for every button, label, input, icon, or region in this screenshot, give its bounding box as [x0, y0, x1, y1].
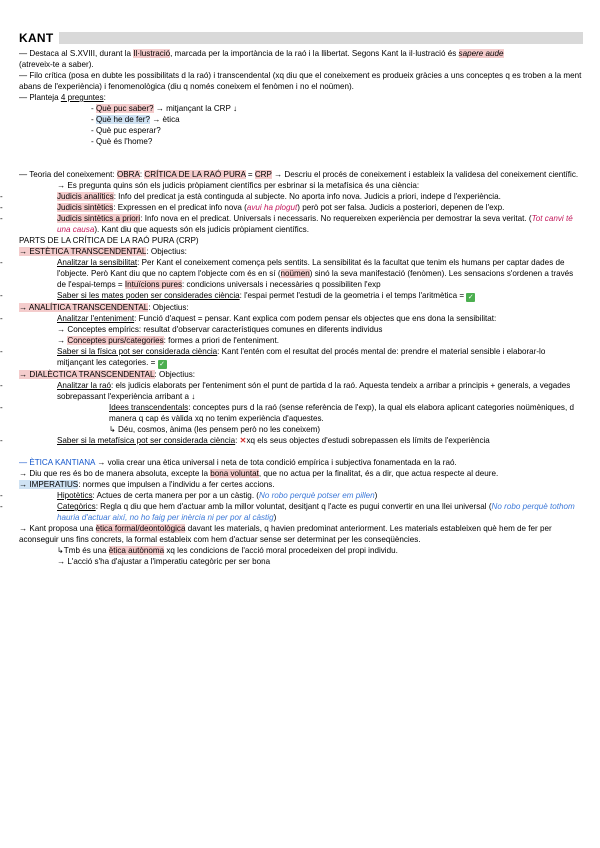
highlight-illustracio: Il·lustració	[133, 49, 171, 58]
text: -	[91, 115, 96, 124]
highlight-sapere-aude: sapere aude	[458, 49, 504, 58]
text: : Objectius:	[148, 303, 189, 312]
example-text: No robo perquè tothom hauria d'actuar així, no ho faig per inèrcia ni per por al càstig	[57, 502, 575, 522]
text: : Objectius:	[146, 247, 187, 256]
intro-paragraph-1	[19, 48, 583, 70]
highlight-intuicions-pures: Intuïcions pures	[124, 280, 183, 289]
imperatiu-hipotetic: - Hipotètics: Actues de certa manera per por a un càstig. (No robo perquè potser em pillen)	[0, 491, 378, 500]
text: → Kant proposa una	[19, 524, 96, 533]
text: : Info del predicat ja està continguda al subjecte. No aporta info nova. Judicis a priori, indepe d l'experiència.	[113, 192, 501, 201]
underlined-4-preguntes: 4 preguntes	[60, 93, 104, 102]
judici-analitic: - Judicis analítics: Info del predicat ja està continguda al subjecte. No aporta info nova. Judicis a priori, indepe d l'experiència.	[0, 192, 501, 201]
text: :	[103, 93, 106, 102]
highlight-noumen: noümen	[280, 269, 310, 278]
text: : els judicis elaborats per l'enteniment són el punt de partida d la raó. Aquesta tendeix a arribar a principis + generals, a vegades sobrepassant l'experiència arribant a ↓	[57, 381, 571, 401]
underlined-text: Idees transcendentals	[109, 403, 189, 412]
dialectica-item-2: - Saber si la metafísica pot ser considerada ciència: ✕xq els seus objectes d'estudi sobrepassen els límits de l'experiència	[0, 436, 490, 445]
etica-paragraph-1	[19, 457, 583, 468]
example-text: No robo perquè potser em pillen	[259, 491, 375, 500]
text: :	[235, 436, 240, 445]
highlight-judicis-analitics: Judicis analítics	[57, 192, 114, 201]
underlined-text: Hipotètics	[57, 491, 93, 500]
text: xq els seus objectes d'estudi sobrepassen els límits de l'experiència	[246, 436, 490, 445]
teoria-question: → Es pregunta quins són els judicis pròpiament científics per esbrinar si la metafísica és una ciència:	[57, 181, 420, 190]
question-1	[19, 103, 583, 114]
highlight-etica-formal: ètica formal/deontològica	[95, 524, 186, 533]
underlined-text: Analitzar la raó	[57, 381, 111, 390]
highlight-conceptes-purs: Conceptes purs/categories	[67, 336, 164, 345]
example-text: Tot canvi té una causa	[57, 214, 573, 234]
highlight-bona-voluntat: bona voluntat	[210, 469, 259, 478]
highlight-obra: OBRA	[116, 170, 140, 179]
highlight-judicis-sintetics-a-priori: Judicis sintètics a priori	[57, 214, 141, 223]
text: → Diu que res és bo de manera absoluta, excepte la	[19, 469, 211, 478]
text: : formes a priori de l'enteniment.	[163, 336, 279, 345]
text: : Kant l'entén com el resultat del procés mental de: prendre el material sensible i elaborar-lo mitjançant les categories. =	[57, 347, 546, 367]
text: xq les condicions de l'acció moral procedeixen del propi individu.	[164, 546, 398, 555]
text: ) però pot ser falsa. Judicis a posteriori, depenen de l'exp.	[297, 203, 505, 212]
text: → ètica	[149, 115, 180, 124]
text: ) sinó la seva manifestació (fenòmen). Les sensacions s'ordenen a través de l'espai-temps =	[57, 269, 574, 289]
text: (atreveix-te a saber).	[19, 60, 94, 69]
analitica-conceptes-purs	[19, 335, 583, 346]
etica-paragraph-formal	[19, 523, 583, 545]
analitica-conceptes-empirics: → Conceptes empírics: resultat d'observar característiques comunes en diferents individus	[57, 325, 383, 334]
text: — Planteja	[19, 93, 61, 102]
text: :	[139, 170, 145, 179]
text: — Destaca al S.XVIII, durant la	[19, 49, 134, 58]
text: — Teoria del coneixement:	[19, 170, 117, 179]
example-text: avui ha plogut	[246, 203, 298, 212]
text: : Info nova en el predicat. Universals i necessaris. No requereixen experiència per demostrar la seva veritat. (	[140, 214, 532, 223]
text: → volia crear una ètica universal i neta de tota condició empírica i subjectiva fonamentada en la raó.	[95, 458, 457, 467]
cross-icon: ✕	[239, 436, 247, 445]
page-title: KANT	[19, 31, 54, 45]
text: , que no actua per la finalitat, és a dir, que actua respecte al deure.	[258, 469, 499, 478]
text: =	[245, 170, 255, 179]
dialectica-idees: - Idees transcendentals: conceptes purs d la raó (sense referència de l'exp), la qual els elabora aplicant categories noümèniques, d manera q cap és vàlida xq no tenim experiència d'aquestes.	[0, 403, 574, 423]
text: , marcada per la importància de la raó i la llibertat. Segons Kant la il·lustració és	[170, 49, 459, 58]
highlight-imperatius: → IMPERATIUS	[19, 480, 79, 489]
parts-heading: PARTS DE LA CRÍTICA DE LA RAÓ PURA (CRP)	[19, 236, 199, 245]
analitica-item-2: - Saber si la física pot ser considerada ciència: Kant l'entén com el resultat del procés mental de: prendre el material sensible i elaborar-lo mitjançant les categories. = ✓	[0, 347, 546, 368]
underlined-text: Saber si la metafísica pot ser considerada ciència	[57, 436, 236, 445]
judici-sintetic-a-priori: - Judicis sintètics a priori: Info nova en el predicat. Universals i necessaris. No requereixen experiència per demostrar la seva veritat. (Tot canvi té una causa). Kant diu que aquests són els judicis pròpiament científics.	[0, 214, 573, 234]
text: -	[91, 104, 96, 113]
teoria-paragraph	[19, 169, 583, 180]
dialectica-deu-cosmos: ↳ Déu, cosmos, ànima (les pensem però no les coneixem)	[109, 425, 321, 434]
check-icon: ✓	[467, 294, 474, 301]
highlight-que-he-de-fer: Què he de fer?	[95, 115, 150, 124]
underlined-text: Analitzar la sensibilitat	[57, 258, 138, 267]
text: : condicions universals i necessàries q possibiliten l'exp	[182, 280, 381, 289]
highlight-judicis-sintetics: Judicis sintètics	[57, 203, 114, 212]
underlined-text: Categòrics	[57, 502, 96, 511]
dialectica-item-1: - Analitzar la raó: els judicis elaborats per l'enteniment són el punt de partida d la raó. Aquesta tendeix a arribar a principis + generals, a vegades sobrepassant l'experiència arribant a ↓	[0, 381, 571, 401]
intro-paragraph-2: — Filo crítica (posa en dubte les possibilitats d la raó) i transcendental (xq diu que el coneixement es produeix gràcies a uns conceptes q es troben a la ment abans de l'experiència) i fenomenològica (diu q només coneixem el fenòmen i no el noümen).	[19, 71, 582, 91]
text: →	[57, 336, 68, 345]
text: → Descriu el procés de coneixement i estableix la validesa del coneixement científic.	[271, 170, 579, 179]
analitica-heading	[19, 302, 583, 313]
etica-accio: → L'acció s'ha d'ajustar a l'imperatiu categòric per ser bona	[57, 557, 271, 566]
underlined-text: Analitzar l'enteniment	[57, 314, 135, 323]
highlight-crp-title: CRÍTICA DE LA RAÓ PURA	[144, 170, 246, 179]
text: : l'espai permet l'estudi de la geometria i el temps l'aritmètica =	[239, 291, 467, 300]
text: : Regla q diu que hem d'actuar amb la millor voluntat, desitjant q l'acte es pugui convertir en una llei universal (	[95, 502, 492, 511]
etica-imperatius	[19, 479, 583, 490]
text: → mitjançant la CRP ↓	[153, 104, 238, 113]
question-2	[19, 114, 583, 125]
etica-autonoma	[19, 545, 583, 556]
imperatiu-categoric: - Categòrics: Regla q diu que hem d'actuar amb la millor voluntat, desitjant q l'acte es pugui convertir en una llei universal (No robo perquè tothom hauria d'actuar així, no ho faig per inèrcia ni per por al càstig)	[0, 502, 575, 522]
text: )	[374, 491, 378, 500]
highlight-que-puc-saber: Què puc saber?	[95, 104, 154, 113]
highlight-dialectica: → DIALÈCTICA TRANSCENDENTAL	[19, 370, 155, 379]
highlight-crp: CRP	[254, 170, 272, 179]
dialectica-heading	[19, 369, 583, 380]
document-page	[0, 30, 583, 567]
estetica-heading	[19, 246, 583, 257]
analitica-item-1: - Analitzar l'enteniment: Funció d'aquest = pensar. Kant explica com podem pensar els objectes que ens dona la sensibilitat:	[0, 314, 497, 323]
highlight-analitica: → ANALÍTICA TRANSCENDENTAL	[19, 303, 149, 312]
text: — ÈTICA KANTIANA	[19, 458, 96, 467]
text: davant les materials, q havien predominat anteriorment. Les materials estableixen què hem de fer per aconseguir uns fins concrets, la formal estableix com hem d'actuar sense ser determinat per les conseqüències.	[19, 524, 552, 544]
text: ↳Tmb és una	[57, 546, 109, 555]
text: : Expressen en el predicat info nova (	[113, 203, 247, 212]
text: : Per Kant el coneixement comença pels sentits. La sensibilitat és la facultat que tenim els humans per captar dades de l'objecte. Però Kant diu que no captem l'objecte com és en sí (	[57, 258, 565, 278]
text: : Funció d'aquest = pensar. Kant explica com podem pensar els objectes que ens dona la sensibilitat:	[134, 314, 497, 323]
highlight-etica-autonoma: ètica autònoma	[108, 546, 165, 555]
underlined-text: Saber si la física pot ser considerada ciència	[57, 347, 218, 356]
highlight-estetica: → ESTÈTICA TRANSCENDENTAL	[19, 247, 147, 256]
text: : normes que impulsen a l'individu a fer certes accions.	[78, 480, 275, 489]
text: : conceptes purs d la raó (sense referència de l'exp), la qual els elabora aplicant categories noümèniques, d manera q cap és vàlida xq no tenim experiència d'aquestes.	[109, 403, 574, 423]
question-3: - Què puc esperar?	[91, 126, 161, 135]
text: : Actues de certa manera per por a un càstig. (	[92, 491, 260, 500]
judici-sintetic: - Judicis sintètics: Expressen en el predicat info nova (avui ha plogut) però pot ser falsa. Judicis a posteriori, depenen de l'exp.	[0, 203, 505, 212]
text: )	[273, 513, 277, 522]
question-4: - Què és l'home?	[91, 137, 153, 146]
title-bar	[59, 32, 583, 44]
text: ). Kant diu que aquests són els judicis pròpiament científics.	[94, 225, 309, 234]
text: : Objectius:	[154, 370, 196, 379]
intro-paragraph-3	[19, 92, 583, 103]
etica-paragraph-2	[19, 468, 583, 479]
estetica-item-1: - Analitzar la sensibilitat: Per Kant el coneixement comença pels sentits. La sensibilitat és la facultat que tenim els humans per captar dades de l'objecte. Però Kant diu que no captem l'objecte com és en sí (noümen) sinó la seva manifestació (fenòmen). Les sensacions s'ordenen a través de l'espai-temps = Intuïcions pures: condicions universals i necessàries q possibiliten l'exp	[0, 258, 574, 289]
estetica-item-2: - Saber si les mates poden ser considerades ciència: l'espai permet l'estudi de la geometria i el temps l'aritmètica = ✓	[0, 291, 474, 301]
underlined-text: Saber si les mates poden ser considerades ciència	[57, 291, 240, 300]
title-row	[19, 30, 583, 46]
check-icon: ✓	[159, 361, 165, 368]
